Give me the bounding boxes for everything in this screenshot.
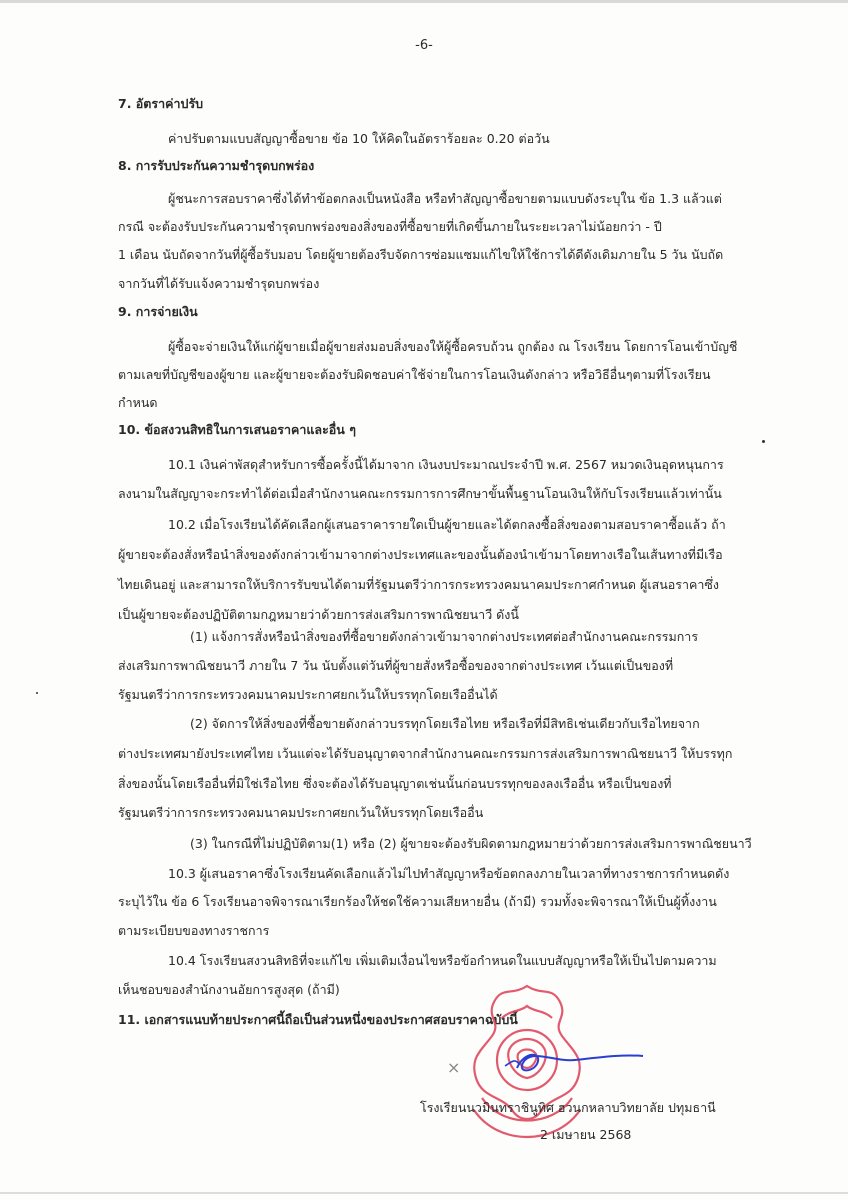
- section-8-line: จากวันที่ได้รับแจ้งความชำรุดบกพร่อง: [118, 276, 320, 291]
- clause-10-2-line: เป็นผู้ขายจะต้องปฏิบัติตามกฎหมายว่าด้วยการส่งเสริมการพาณิชยนาวี ดังนี้: [118, 607, 519, 622]
- clause-10-1-line: 10.1 เงินค่าพัสดุสำหรับการซื้อครั้งนี้ได้มาจาก เงินงบประมาณประจำปี พ.ศ. 2567 หมวดเงินอุดหนุนการ: [168, 457, 724, 472]
- clause-10-3-line: ระบุไว้ใน ข้อ 6 โรงเรียนอาจพิจารณาเรียกร้องให้ชดใช้ความเสียหายอื่น (ถ้ามี) รวมทั้งจะพิจารณาให้เป็นผู้ทิ้งงาน: [118, 894, 717, 909]
- signature-icon: [445, 1040, 645, 1080]
- clause-10-2-2-line: ต่างประเทศมายังประเทศไทย เว้นแต่จะได้รับอนุญาตจากสำนักงานคณะกรรมการส่งเสริมการพาณิชยนาวี ให้บรรทุก: [118, 746, 733, 761]
- clause-10-2-line: 10.2 เมื่อโรงเรียนได้คัดเลือกผู้เสนอราคารายใดเป็นผู้ขายและได้ตกลงซื้อสิ่งของตามสอบราคาซื้อแล้ว ถ้า: [168, 517, 726, 532]
- section-8-line: ผู้ชนะการสอบราคาซึ่งได้ทำข้อตกลงเป็นหนังสือ หรือทำสัญญาซื้อขายตามแบบดังระบุใน ข้อ 1.3 แล้วแต่: [168, 191, 722, 206]
- clause-10-4-line: เห็นชอบของสำนักงานอัยการสูงสุด (ถ้ามี): [118, 982, 340, 997]
- speck: [762, 440, 765, 443]
- section-9-line: กำหนด: [118, 395, 158, 410]
- section-11-title: 11. เอกสารแนบท้ายประกาศนี้ถือเป็นส่วนหนึ่งของประกาศสอบราคาฉบับนี้: [118, 1012, 518, 1027]
- clause-10-2-1-line: รัฐมนตรีว่าการกระทรวงคมนาคมประกาศยกเว้นให้บรรทุกโดยเรืออื่นได้: [118, 687, 498, 702]
- announcement-date: 2 เมษายน 2568: [540, 1127, 632, 1142]
- section-7-text: ค่าปรับตามแบบสัญญาซื้อขาย ข้อ 10 ให้คิดในอัตราร้อยละ 0.20 ต่อวัน: [168, 131, 550, 146]
- section-9-line: ผู้ซื้อจะจ่ายเงินให้แก่ผู้ขายเมื่อผู้ขายส่งมอบสิ่งของให้ผู้ซื้อครบถ้วน ถูกต้อง ณ โรงเรียน โดยการโอนเข้าบัญชี: [168, 339, 738, 354]
- section-8-line: กรณี จะต้องรับประกันความชำรุดบกพร่องของสิ่งของที่ซื้อขายที่เกิดขึ้นภายในระยะเวลาไม่น้อยกว่า - ปี: [118, 219, 662, 234]
- bottom-edge: [0, 1192, 848, 1194]
- section-7-title: 7. อัตราค่าปรับ: [118, 96, 204, 111]
- school-name: โรงเรียนนวมินทราชินูทิศ ฮวนกหลาบวิทยาลัย ปทุมธานี: [420, 1100, 716, 1115]
- clause-10-2-1-line: ส่งเสริมการพาณิชยนาวี ภายใน 7 วัน นับตั้งแต่วันที่ผู้ขายสั่งหรือซื้อของจากต่างประเทศ เว้นแต่เป็นของที่: [118, 658, 674, 673]
- clause-10-2-2-line: (2) จัดการให้สิ่งของที่ซื้อขายดังกล่าวบรรทุกโดยเรือไทย หรือเรือที่มีสิทธิเช่นเดียวกับเรือไทยจาก: [190, 716, 700, 731]
- signature-mark-icon: ×: [447, 1058, 461, 1077]
- clause-10-1-line: ลงนามในสัญญาจะกระทำได้ต่อเมื่อสำนักงานคณะกรรมการการศึกษาขั้นพื้นฐานโอนเงินให้กับโรงเรียนแล้วเท่านั้น: [118, 486, 722, 501]
- clause-10-3-line: 10.3 ผู้เสนอราคาซึ่งโรงเรียนคัดเลือกแล้วไม่ไปทำสัญญาหรือข้อตกลงภายในเวลาที่ทางราชการกำหนดดัง: [168, 866, 730, 881]
- page-number: -6-: [415, 38, 433, 53]
- clause-10-2-3: (3) ในกรณีที่ไม่ปฏิบัติตาม(1) หรือ (2) ผู้ขายจะต้องรับผิดตามกฎหมายว่าด้วยการส่งเสริมการพาณิชยนาวี: [190, 836, 752, 851]
- section-10-title: 10. ข้อสงวนสิทธิในการเสนอราคาและอื่น ๆ: [118, 422, 356, 437]
- section-9-title: 9. การจ่ายเงิน: [118, 304, 198, 319]
- section-9-line: ตามเลขที่บัญชีของผู้ขาย และผู้ขายจะต้องรับผิดชอบค่าใช้จ่ายในการโอนเงินดังกล่าว หรือวิธีอื่นๆตามที่โรงเรียน: [118, 367, 711, 382]
- top-edge: [0, 0, 848, 3]
- clause-10-4-line: 10.4 โรงเรียนสงวนสิทธิที่จะแก้ไข เพิ่มเติมเงื่อนไขหรือข้อกำหนดในแบบสัญญาหรือให้เป็นไปตามความ: [168, 953, 717, 968]
- clause-10-2-line: ไทยเดินอยู่ และสามารถให้บริการรับขนได้ตามที่รัฐมนตรีว่าการกระทรวงคมนาคมประกาศกำหนด ผู้เสนอราคาซึ่ง: [118, 577, 719, 592]
- clause-10-2-2-line: รัฐมนตรีว่าการกระทรวงคมนาคมประกาศยกเว้นให้บรรทุกโดยเรืออื่น: [118, 805, 484, 820]
- clause-10-3-line: ตามระเบียบของทางราชการ: [118, 923, 270, 938]
- speck: [36, 692, 38, 694]
- clause-10-2-2-line: สิ่งของนั้นโดยเรืออื่นที่มิใช่เรือไทย ซึ่งจะต้องได้รับอนุญาตเช่นนั้นก่อนบรรทุกของลงเรืออื่น หรือเป็นของที่: [118, 776, 672, 791]
- section-8-title: 8. การรับประกันความชำรุดบกพร่อง: [118, 158, 315, 173]
- clause-10-2-1-line: (1) แจ้งการสั่งหรือนำสิ่งของที่ซื้อขายดังกล่าวเข้ามาจากต่างประเทศต่อสำนักงานคณะกรรมการ: [190, 629, 699, 644]
- clause-10-2-line: ผู้ขายจะต้องสั่งหรือนำสิ่งของดังกล่าวเข้ามาจากต่างประเทศและของนั้นต้องนำเข้ามาโดยทางเรือในเส้นทางที่มีเรือ: [118, 547, 723, 562]
- section-8-line: 1 เดือน นับถัดจากวันที่ผู้ซื้อรับมอบ โดยผู้ขายต้องรีบจัดการซ่อมแซมแก้ไขให้ใช้การได้ดีดังเดิมภายใน 5 วัน นับถัด: [118, 247, 724, 262]
